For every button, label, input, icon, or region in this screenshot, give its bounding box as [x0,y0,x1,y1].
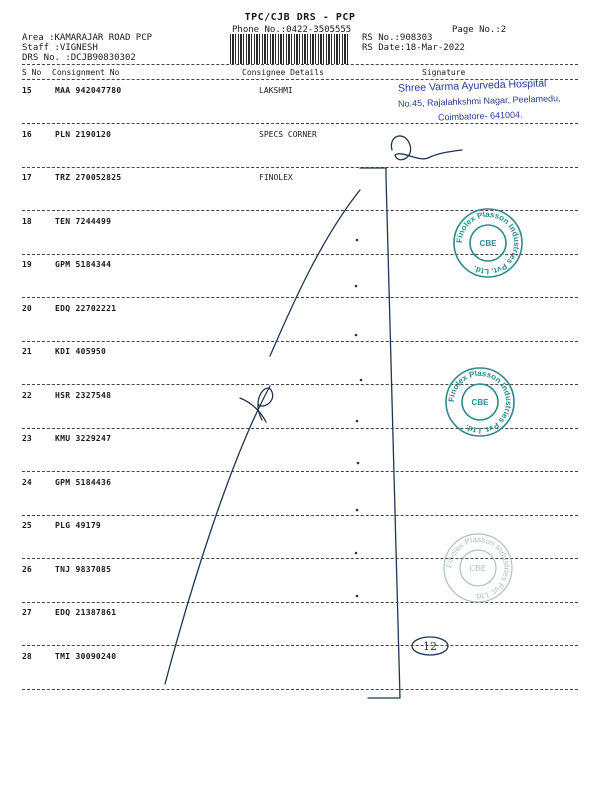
row-consignment-no: TRZ 270052825 [55,173,122,182]
round-stamp-2-ring: Finolex Plasson Industries Pvt. Ltd. [446,368,514,436]
row-consignment-no: HSR 2327548 [55,391,112,400]
row-consignee: SPECS CORNER [259,130,317,139]
column-header-sno: S No [22,68,42,77]
staff-field: Staff :VIGNESH [22,43,98,53]
bracket-line [360,168,400,698]
rs-date-field: RS Date:18-Mar-2022 [362,43,465,53]
round-stamp-1-ring: Finolex Plasson Industries Pvt. Ltd. [454,209,522,277]
row-sno: 22 [22,391,32,400]
drs-number-field: DRS No. :DCJB90830302 [22,53,136,63]
hospital-stamp-line1: Shree Varma Ayurveda Hospital [397,77,547,95]
row-sno: 21 [22,347,32,356]
round-stamp-1-center: CBE [479,239,497,248]
row-consignee: FINOLEX [259,173,293,182]
round-stamp-3-ring: Finolex Plasson Industries Pvt. Ltd. [444,534,512,602]
row-consignment-no: EDQ 22702221 [55,304,117,313]
row-consignment-no: MAA 942047780 [55,86,122,95]
row-sno: 17 [22,173,32,182]
area-field: Area :KAMARAJAR ROAD PCP [22,33,153,43]
column-header-signature: Signature [422,68,466,77]
row-consignee: LAKSHMI [259,86,293,95]
column-header-consignee: Consignee Details [242,68,324,77]
row-consignment-no: GPM 5184344 [55,260,112,269]
row-consignment-no: TEN 7244499 [55,217,112,226]
row-sno: 18 [22,217,32,226]
row-sno: 15 [22,86,32,95]
phone-number: Phone No.:0422-3505555 [232,25,352,35]
signature-row16 [391,136,462,160]
row-consignment-no: KDI 405950 [55,347,107,356]
row-sno: 28 [22,652,32,661]
document-title: TPC/CJB DRS - PCP [244,12,356,23]
handwritten-count: 12 [423,640,437,653]
row-consignment-no: PLN 2190120 [55,130,112,139]
row-consignment-no: TMI 30090240 [55,652,117,661]
dot-marks [355,239,363,598]
row-sno: 16 [22,130,32,139]
row-consignment-no: KMU 3229247 [55,434,112,443]
row-consignment-no: EDQ 21387861 [55,608,117,617]
row-sno: 20 [22,304,32,313]
round-stamp-2-center: CBE [471,398,489,407]
row-sno: 24 [22,478,32,487]
page-number: Page No.:2 [452,25,507,35]
row-sno: 19 [22,260,32,269]
long-diagonal-stroke-2 [165,386,270,684]
row-sno: 25 [22,521,32,530]
row-sno: 26 [22,565,32,574]
hospital-stamp-line3: Coimbatore- 641004. [437,109,523,123]
row-sno: 27 [22,608,32,617]
row-consignment-no: TNJ 9837085 [55,565,112,574]
long-diagonal-stroke-1 [270,190,360,356]
row-consignment-no: GPM 5184436 [55,478,112,487]
loop-mark [240,388,273,422]
column-header-consignment: Consignment No [52,68,120,77]
row-consignment-no: PLG 49179 [55,521,102,530]
handwritten-marks [165,136,462,698]
rs-number-field: RS No.:908303 [362,33,433,43]
hospital-stamp-line2: No.45, Rajalahkshmi Nagar, Peelamedu, [397,93,561,109]
row-sno: 23 [22,434,32,443]
round-stamp-3-center: CBE [469,564,487,573]
